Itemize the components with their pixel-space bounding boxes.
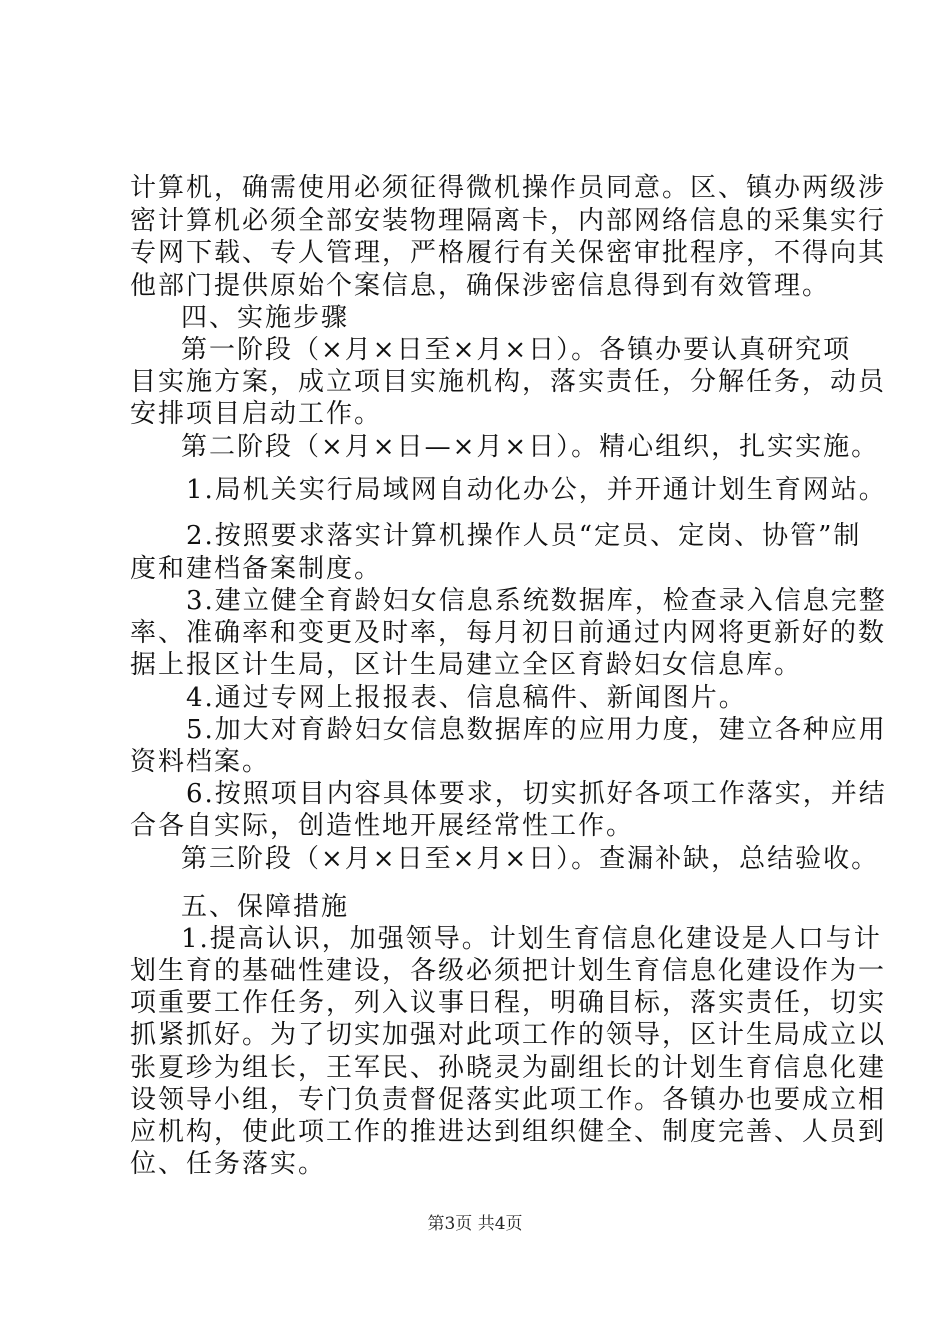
text-line: 密计算机必须全部安装物理隔离卡，内部网络信息的采集实行 [130, 206, 887, 236]
list-item: 2.按照要求落实计算机操作人员“定员、定岗、协管”制 [186, 521, 862, 551]
list-item: 4.通过专网上报报表、信息稿件、新闻图片。 [186, 683, 747, 713]
section-heading: 五、保障措施 [181, 892, 350, 922]
text-line: 计算机，确需使用必须征得微机操作员同意。区、镇办两级涉 [130, 173, 887, 203]
text-line: 率、准确率和变更及时率，每月初日前通过内网将更新好的数 [130, 618, 887, 648]
text-line: 度和建档备案制度。 [130, 554, 383, 584]
text-line: 划生育的基础性建设，各级必须把计划生育信息化建设作为一 [130, 956, 887, 986]
page-footer: 第3页 共4页 [427, 1214, 523, 1234]
section-heading: 四、实施步骤 [181, 303, 350, 333]
list-item: 5.加大对育龄妇女信息数据库的应用力度，建立各种应用 [186, 715, 887, 745]
list-item: 1.局机关实行局域网自动化办公，并开通计划生育网站。 [186, 475, 887, 505]
text-line: 位、任务落实。 [130, 1149, 327, 1179]
list-item: 1.提高认识，加强领导。计划生育信息化建设是人口与计 [181, 924, 882, 954]
text-line: 设领导小组，专门负责督促落实此项工作。各镇办也要成立相 [130, 1085, 887, 1115]
text-line: 第二阶段（×月×日—×月×日）。精心组织，扎实实施。 [181, 432, 880, 462]
text-line: 专网下载、专人管理，严格履行有关保密审批程序，不得向其 [130, 238, 887, 268]
text-line: 合各自实际，创造性地开展经常性工作。 [130, 811, 635, 841]
text-line: 项重要工作任务，列入议事日程，明确目标，落实责任，切实 [130, 988, 887, 1018]
text-line: 他部门提供原始个案信息，确保涉密信息得到有效管理。 [130, 271, 831, 301]
text-line: 第三阶段（×月×日至×月×日）。查漏补缺，总结验收。 [181, 844, 880, 874]
text-line: 据上报区计生局，区计生局建立全区育龄妇女信息库。 [130, 650, 803, 680]
list-item: 6.按照项目内容具体要求，切实抓好各项工作落实，并结 [186, 779, 887, 809]
text-line: 张夏珍为组长，王军民、孙晓灵为副组长的计划生育信息化建 [130, 1053, 887, 1083]
text-line: 应机构，使此项工作的推进达到组织健全、制度完善、人员到 [130, 1117, 887, 1147]
text-line: 目实施方案，成立项目实施机构，落实责任，分解任务，动员 [130, 367, 887, 397]
text-line: 抓紧抓好。为了切实加强对此项工作的领导，区计生局成立以 [130, 1020, 887, 1050]
text-line: 资料档案。 [130, 747, 271, 777]
text-line: 第一阶段（×月×日至×月×日）。各镇办要认真研究项 [181, 335, 852, 365]
text-line: 安排项目启动工作。 [130, 399, 383, 429]
list-item: 3.建立健全育龄妇女信息系统数据库，检查录入信息完整 [186, 586, 887, 616]
